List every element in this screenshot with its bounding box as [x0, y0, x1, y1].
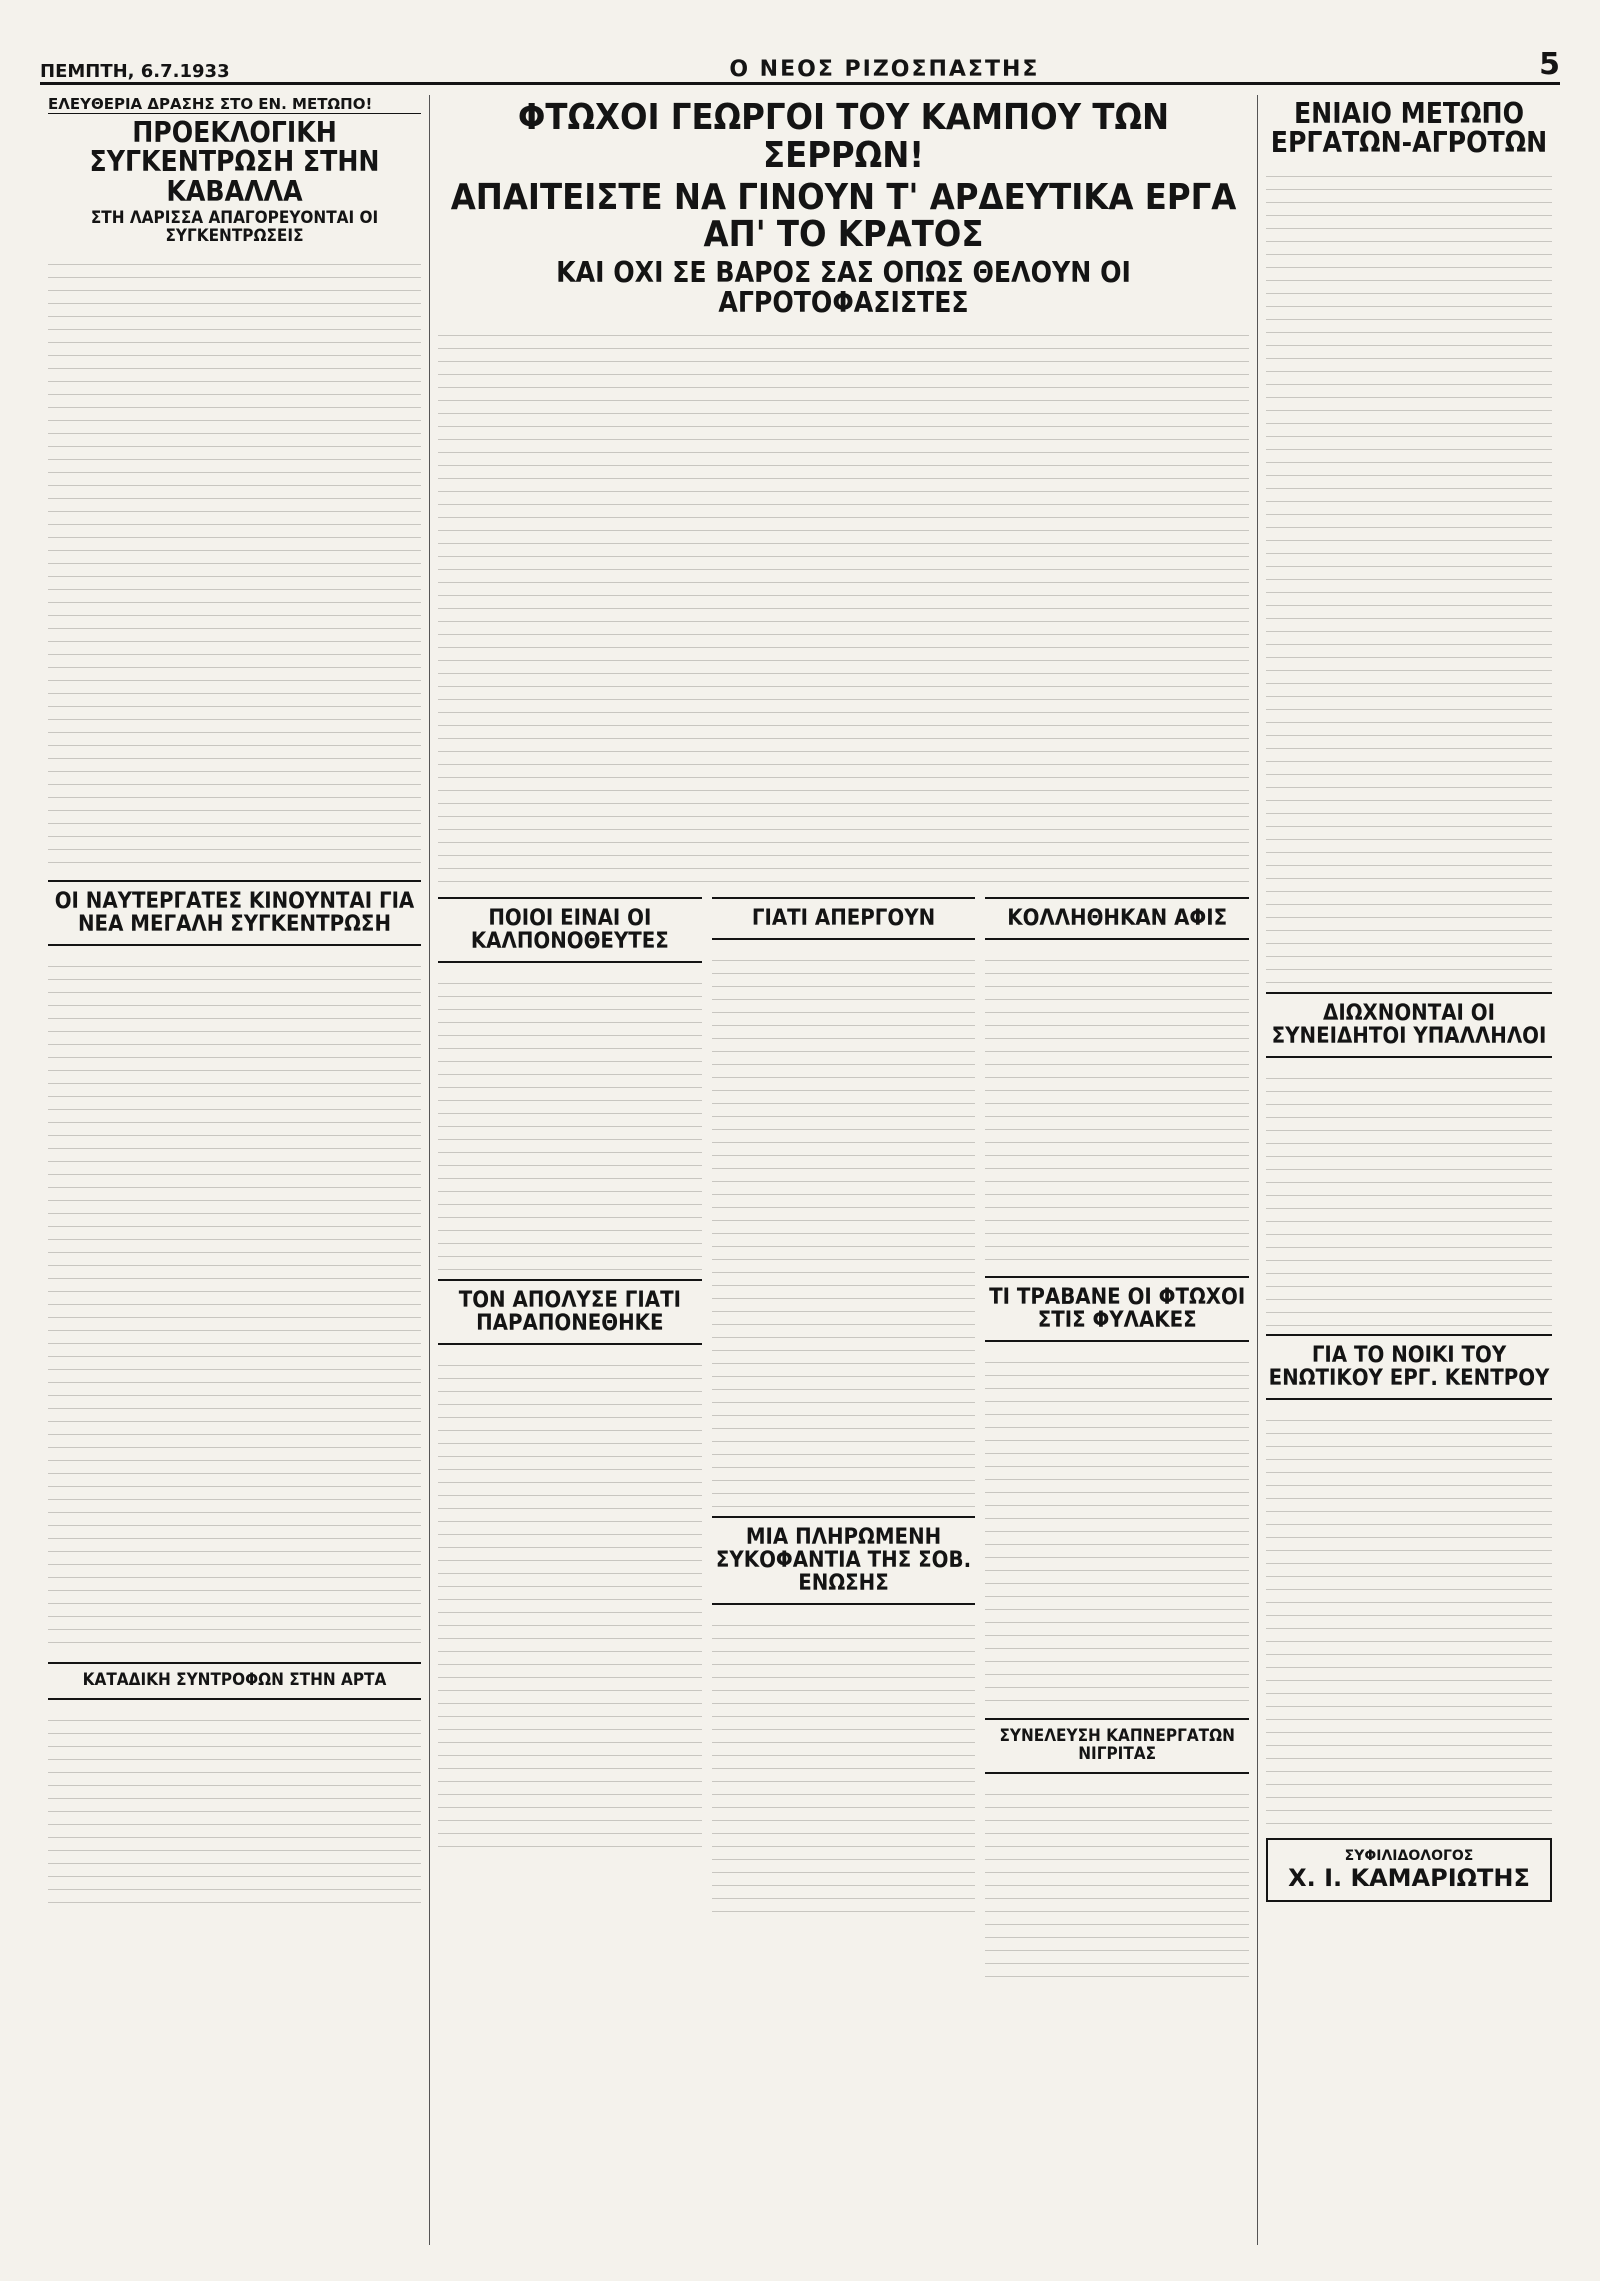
- headline: ΓΙΑΤΙ ΑΠΕΡΓΟΥΝ: [751, 905, 936, 931]
- headline: ΠΟΙΟΙ ΕΙΝΑΙ ΟΙ ΚΑΛΠΟΝΟΘΕΥΤΕΣ: [470, 905, 669, 955]
- article-body-placeholder: [438, 971, 702, 1271]
- column-right: [1258, 95, 1560, 2245]
- headline: ΠΡΟΕΚΛΟΓΙΚΗ ΣΥΓΚΕΝΤΡΩΣΗ ΣΤΗΝ ΚΑΒΑΛΛΑ: [89, 116, 380, 208]
- article-body-placeholder: [48, 954, 421, 1654]
- lead-headline: ΦΤΩΧΟΙ ΓΕΩΡΓΟΙ ΤΟΥ ΚΑΜΠΟΥ ΤΩΝ ΣΕΡΡΩΝ!: [517, 97, 1170, 176]
- article-body-placeholder: [985, 948, 1249, 1268]
- article-body-placeholder: [1266, 164, 1552, 984]
- article-body-placeholder: [438, 1353, 702, 1853]
- subheadline: ΣΤΗ ΛΑΡΙΣΣΑ ΑΠΑΓΟΡΕΥΟΝΤΑΙ ΟΙ ΣΥΓΚΕΝΤΡΩΣΕΙΣ: [90, 208, 379, 247]
- page-number: 5: [1539, 47, 1560, 82]
- article-body-placeholder: [1266, 1066, 1552, 1326]
- article-body-placeholder: [985, 1782, 1249, 1982]
- paper-title: Ο ΝΕΟΣ ΡΙΖΟΣΠΑΣΤΗΣ: [729, 57, 1040, 82]
- article-body-placeholder: [48, 1708, 421, 1908]
- masthead: [40, 42, 1560, 85]
- article-body-placeholder: [438, 323, 1249, 883]
- kicker: ΕΛΕΥΘΕΡΙΑ ΔΡΑΣΗΣ ΣΤΟ ΕΝ. ΜΕΤΩΠΟ!: [48, 95, 421, 114]
- article-body-placeholder: [1266, 1408, 1552, 1828]
- article-body-placeholder: [712, 1613, 976, 1913]
- article-body-placeholder: [712, 948, 976, 1508]
- article-body-placeholder: [48, 252, 421, 872]
- article-body-placeholder: [985, 1350, 1249, 1710]
- headline: ΚΟΛΛΗΘΗΚΑΝ ΑΦΙΣ: [1007, 905, 1228, 931]
- issue-date: ΠΕΜΠΤΗ, 6.7.1933: [40, 61, 230, 82]
- advertisement: [1266, 1838, 1552, 1902]
- column-center: [430, 95, 1258, 2245]
- lead-headline: ΚΑΙ ΟΧΙ ΣΕ ΒΑΡΟΣ ΣΑΣ ΟΠΩΣ ΘΕΛΟΥΝ ΟΙ ΑΓΡΟΤΟΦΑΣΙΣΤΕΣ: [556, 256, 1131, 319]
- headline: ΤΟΝ ΑΠΟΛΥΣΕ ΓΙΑΤΙ ΠΑΡΑΠΟΝΕΘΗΚΕ: [458, 1288, 681, 1337]
- headline: ΟΙ ΝΑΥΤΕΡΓΑΤΕΣ ΚΙΝΟΥΝΤΑΙ ΓΙΑ ΝΕΑ ΜΕΓΑΛΗ ΣΥΓΚΕΝΤΡΩΣΗ: [54, 888, 415, 937]
- headline: ΓΙΑ ΤΟ ΝΟΙΚΙ ΤΟΥ ΕΝΩΤΙΚΟΥ ΕΡΓ. ΚΕΝΤΡΟΥ: [1268, 1342, 1550, 1392]
- column-left: [40, 95, 430, 2245]
- headline: ΕΝΙΑΙΟ ΜΕΤΩΠΟ ΕΡΓΑΤΩΝ-ΑΓΡΟΤΩΝ: [1270, 97, 1548, 160]
- headline: ΣΥΝΕΛΕΥΣΗ ΚΑΠΝΕΡΓΑΤΩΝ ΝΙΓΡΙΤΑΣ: [999, 1726, 1235, 1765]
- headline: ΔΙΩΧΝΟΝΤΑΙ ΟΙ ΣΥΝΕΙΔΗΤΟΙ ΥΠΑΛΛΗΛΟΙ: [1271, 1000, 1547, 1049]
- ad-heading: ΣΥΦΙΛΙΔΟΛΟΓΟΣ: [1344, 1848, 1474, 1865]
- headline: ΤΙ ΤΡΑΒΑΝΕ ΟΙ ΦΤΩΧΟΙ ΣΤΙΣ ΦΥΛΑΚΕΣ: [989, 1285, 1246, 1334]
- headline: ΚΑΤΑΔΙΚΗ ΣΥΝΤΡΟΦΩΝ ΣΤΗΝ ΑΡΤΑ: [82, 1670, 387, 1691]
- ad-name: Χ. Ι. ΚΑΜΑΡΙΩΤΗΣ: [1288, 1864, 1530, 1893]
- headline: ΜΙΑ ΠΛΗΡΩΜΕΝΗ ΣΥΚΟΦΑΝΤΙΑ ΤΗΣ ΣΟΒ. ΕΝΩΣΗΣ: [715, 1525, 972, 1597]
- lead-headline: ΑΠΑΙΤΕΙΣΤΕ ΝΑ ΓΙΝΟΥΝ Τ' ΑΡΔΕΥΤΙΚΑ ΕΡΓΑ ΑΠ' ΤΟ ΚΡΑΤΟΣ: [450, 176, 1237, 256]
